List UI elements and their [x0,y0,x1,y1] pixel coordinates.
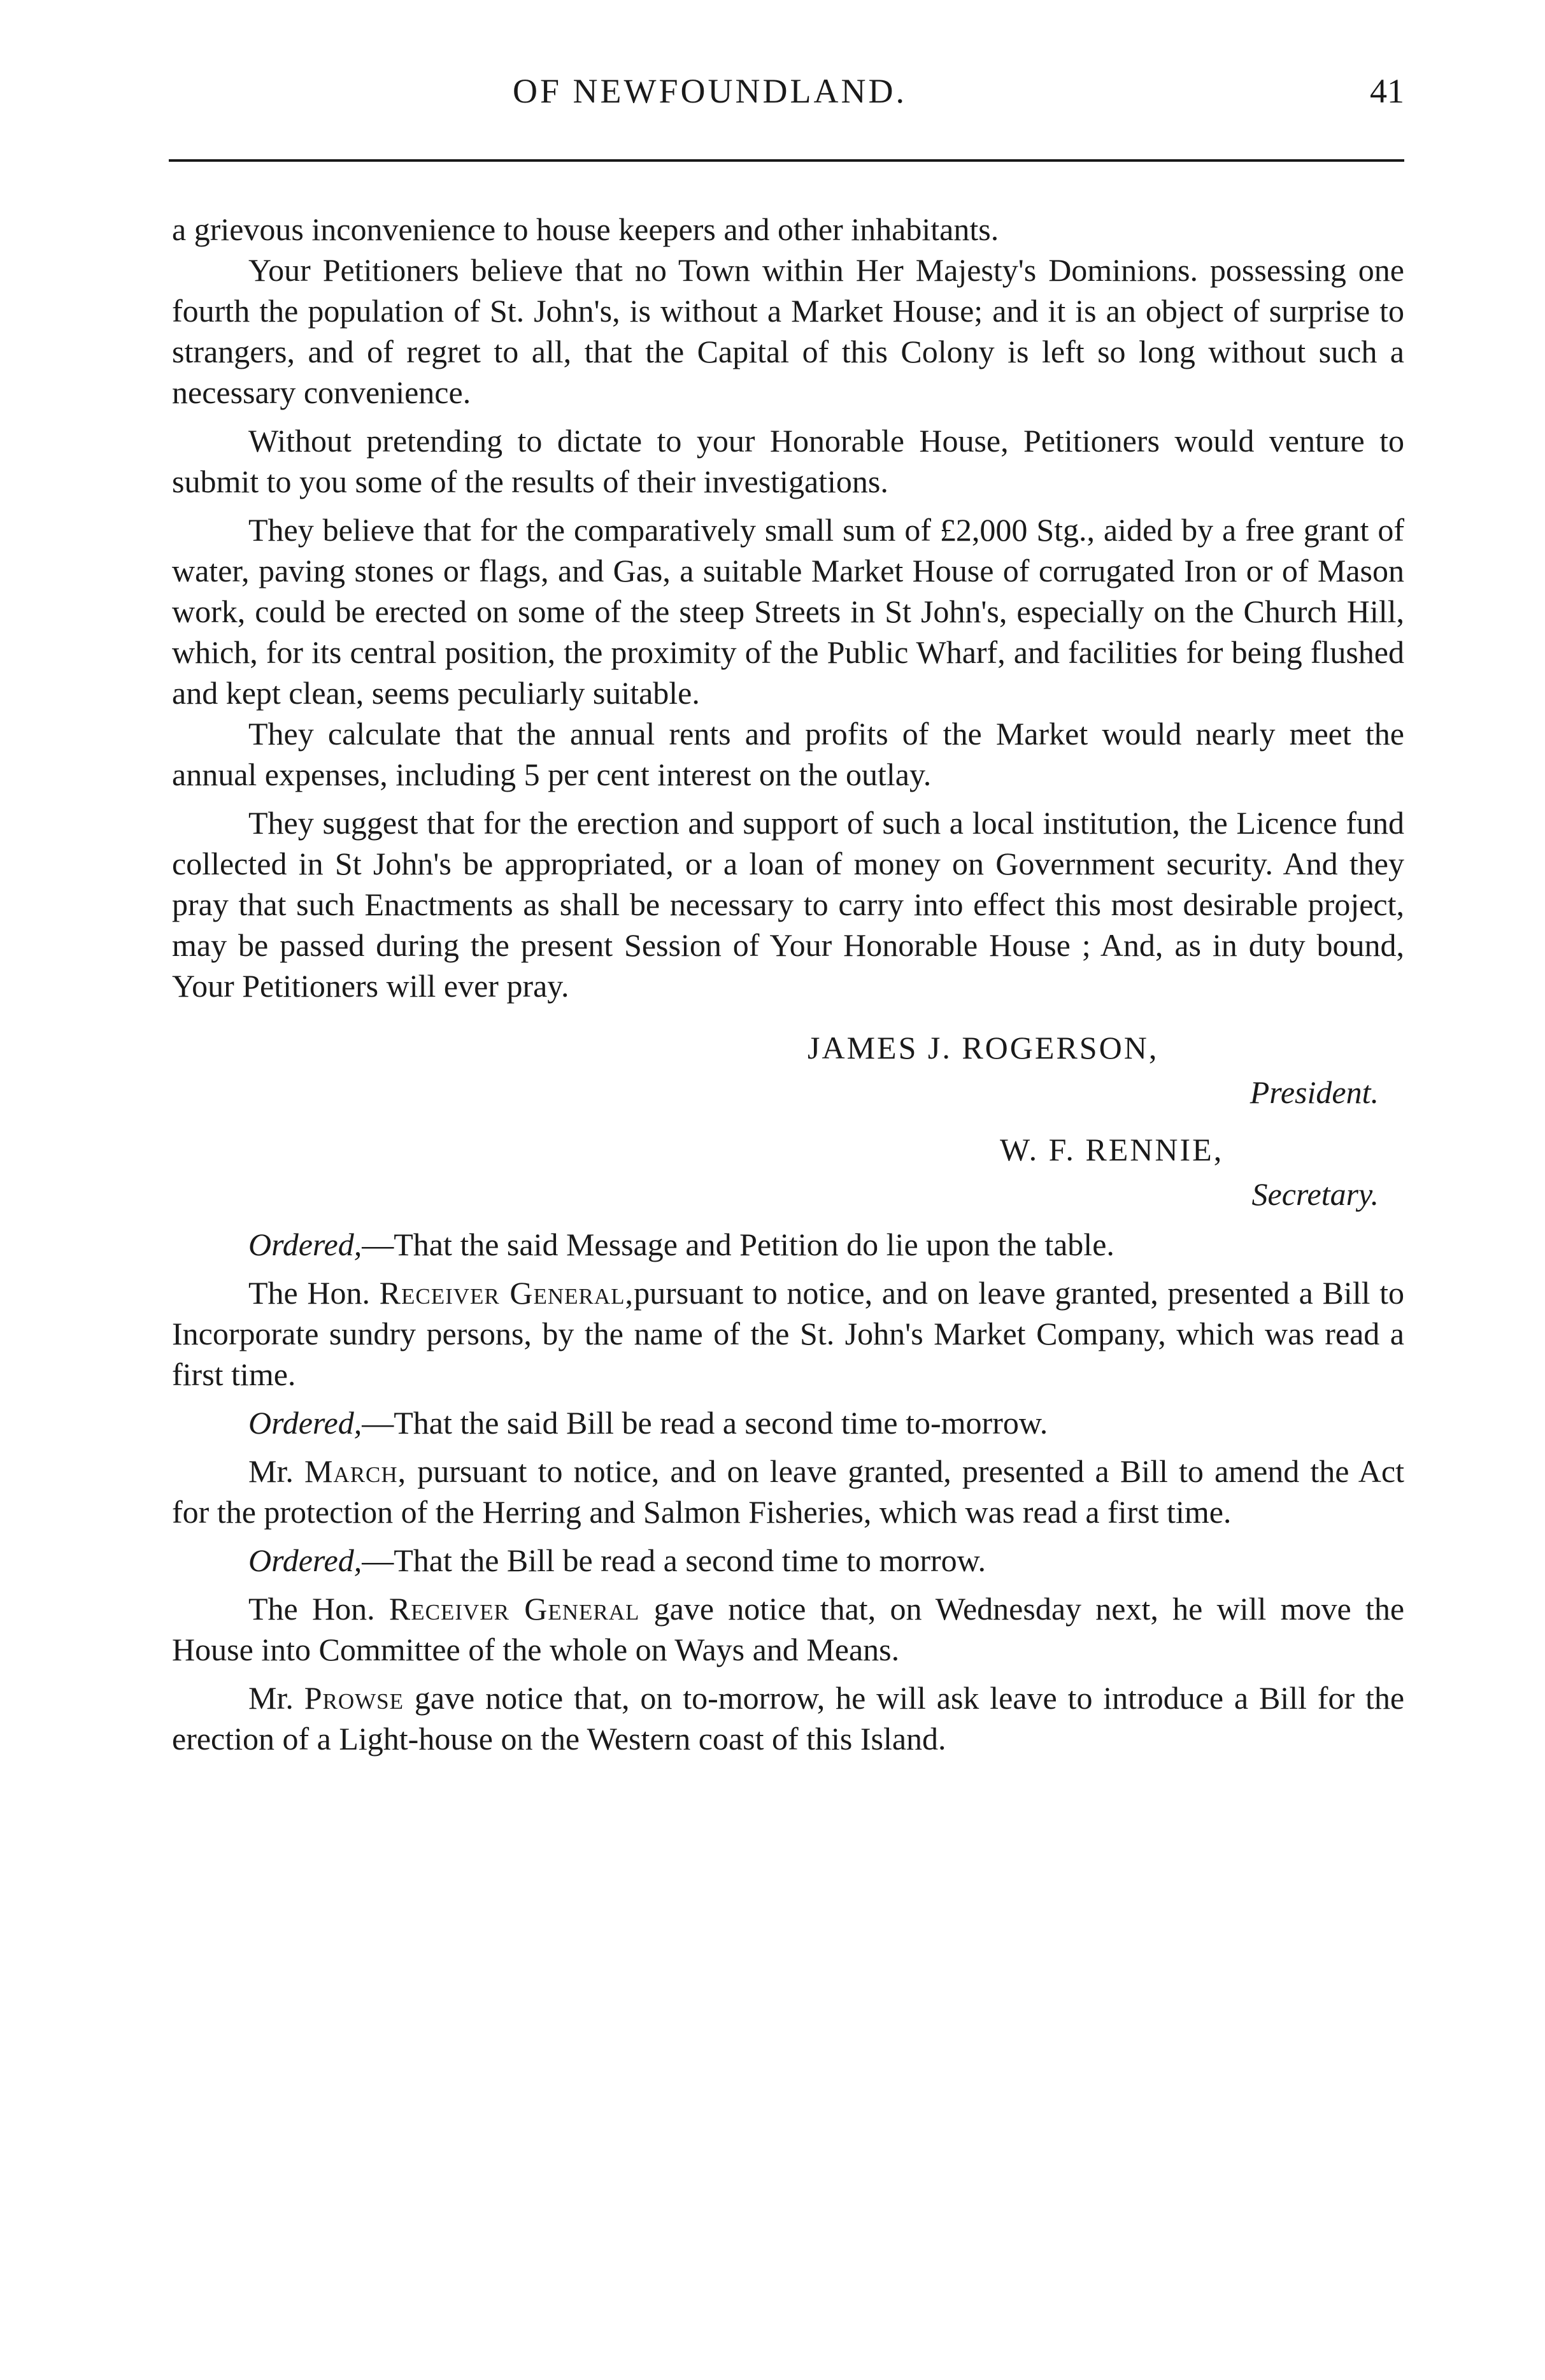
signature-name-president: JAMES J. ROGERSON, [808,1030,1159,1065]
proceeding-text: pursuant to notice, and on leave granted, presented a Bill to Incorporate sundry persons, by the name of the St. John's Market Company, which was read a first time. [172,1275,1405,1392]
member-name: Receiver General, [379,1275,634,1311]
proceeding-prowse-notice [172,1678,1404,1759]
proceeding-text: gave notice that, on to-morrow, he will ask leave to introduce a Bill for the erection of a Light-house on the Western coast of this Island. [172,1680,1405,1756]
petition-paragraph-6: They suggest that for the erection and support of such a local institution, the Licence fund collected in St John's be appropriated, or a loan of money on Government security. And they pray that such Enactments as shall be necessary to carry into effect this most desirable project, may be passed during the present Session of Your Honorable House ; And, as in duty bound, Your Petitioners will ever pray. [172,805,1404,1004]
proceeding-ordered-2 [172,1402,1404,1443]
proceeding-receiver-general-bill [172,1272,1404,1395]
ordered-label: Ordered, [248,1227,362,1262]
proceeding-text: pursuant to notice, and on leave granted, presented a Bill to amend the Act for the protection of the Herring and Salmon Fisheries, which was read a first time. [172,1453,1404,1530]
member-name: Prowse [304,1680,404,1716]
proceeding-ordered-3 [172,1540,1404,1581]
petition-paragraph-1: a grievous inconvenience to house keepers and other inhabitants. [172,211,999,247]
ordered-label: Ordered, [248,1543,362,1578]
proceeding-march-bill [172,1451,1404,1532]
title-prefix: Mr. [248,1680,294,1716]
proceeding-ordered-1 [172,1224,1404,1265]
page [172,64,1405,1756]
ordered-text: —That the said Bill be read a second time to-morrow. [362,1405,1048,1441]
proceeding-receiver-general-notice [172,1588,1404,1670]
ordered-label: Ordered, [248,1405,362,1441]
petition-paragraph-5: They calculate that the annual rents and profits of the Market would nearly meet the annual expenses, including 5 per cent interest on the outlay. [172,716,1404,792]
signature-title-secretary: Secretary. [1251,1176,1379,1212]
signature-name-secretary: W. F. RENNIE, [1000,1132,1224,1167]
body-text [172,209,1404,1759]
petition-paragraph-4: They believe that for the comparatively small sum of £2,000 Stg., aided by a free grant of water, paving stones or flags, and Gas, a suitable Market House of corrugated Iron or of Mason work, could be erected on some of the steep Streets in St John's, especially on the Church Hill, which, for its central position, the proximity of the Public Wharf, and facilities for being flushed and kept clean, seems peculiarly suitable. [172,512,1404,711]
title-prefix: Mr. [248,1453,294,1489]
petition-paragraph-3: Without pretending to dictate to your Honorable House, Petitioners would venture to submit to you some of the results of their investigations. [172,423,1404,499]
page-number: 41 [1370,72,1404,110]
member-name: Receiver General [388,1591,640,1627]
title-prefix: The Hon. [248,1275,370,1311]
signature-title-president: President. [1250,1074,1379,1110]
petition-paragraph-2: Your Petitioners believe that no Town within Her Majesty's Dominions. possessing one fourth the population of St. John's, is without a Market House; and it is an object of surprise to strangers, and of regret to all, that the Capital of this Colony is left so long without such a necessary convenience. [172,252,1404,410]
running-head: OF NEWFOUNDLAND. [513,72,907,110]
ordered-text: —That the said Message and Petition do lie upon the table. [362,1227,1114,1262]
page-header [172,64,1404,134]
proceeding-text: gave notice that, on Wednesday next, he will move the House into Committee of the whole on Ways and Means. [172,1591,1405,1667]
member-name: March, [304,1453,407,1489]
ordered-text: —That the Bill be read a second time to morrow. [362,1543,986,1578]
title-prefix: The Hon. [248,1591,375,1627]
header-rule [169,159,1404,162]
